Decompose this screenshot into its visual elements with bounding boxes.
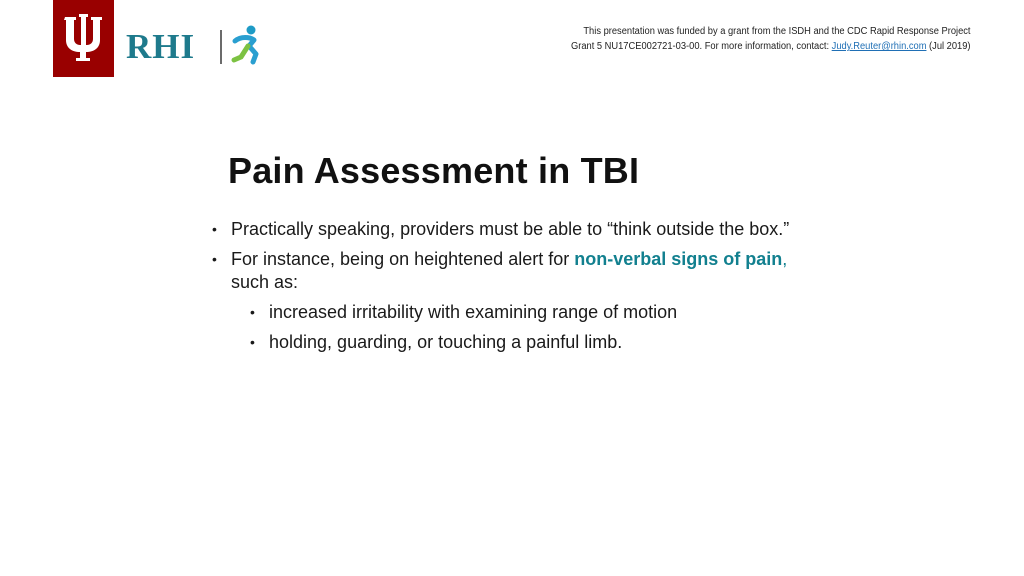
contact-email-link[interactable]: Judy.Reuter@rhin.com [832,41,927,52]
iu-trident-logo [53,0,114,77]
slide-title: Pain Assessment in TBI [228,150,640,191]
sub-bullet-item: • holding, guarding, or touching a painful limb. [212,331,802,354]
bullet-item [212,248,802,294]
funding-grant-text: Grant 5 NU17CE002721-03-00. For more information, contact: [571,41,833,52]
funding-line-1: This presentation was funded by a grant from the ISDH and the CDC Rapid Response Project [583,26,971,37]
bullet-list [212,218,802,361]
rhi-wordmark: RHI [126,27,196,66]
bullet-item: • Practically speaking, providers must be able to “think outside the box.” [212,218,802,241]
bullet-text: For instance, being on heightened alert for [231,249,575,269]
bullet-text-end: such as: [231,272,299,292]
runner-icon [228,24,264,66]
highlight-text: non-verbal signs of pain [574,249,783,269]
funding-line-2 [571,39,971,54]
funding-date: (Jul 2019) [926,41,971,52]
logo-divider [220,30,222,64]
funding-notice [571,24,971,54]
highlight-comma: , [782,249,788,269]
sub-bullet-item: • increased irritability with examining range of motion [212,301,802,324]
trident-icon [53,0,114,77]
